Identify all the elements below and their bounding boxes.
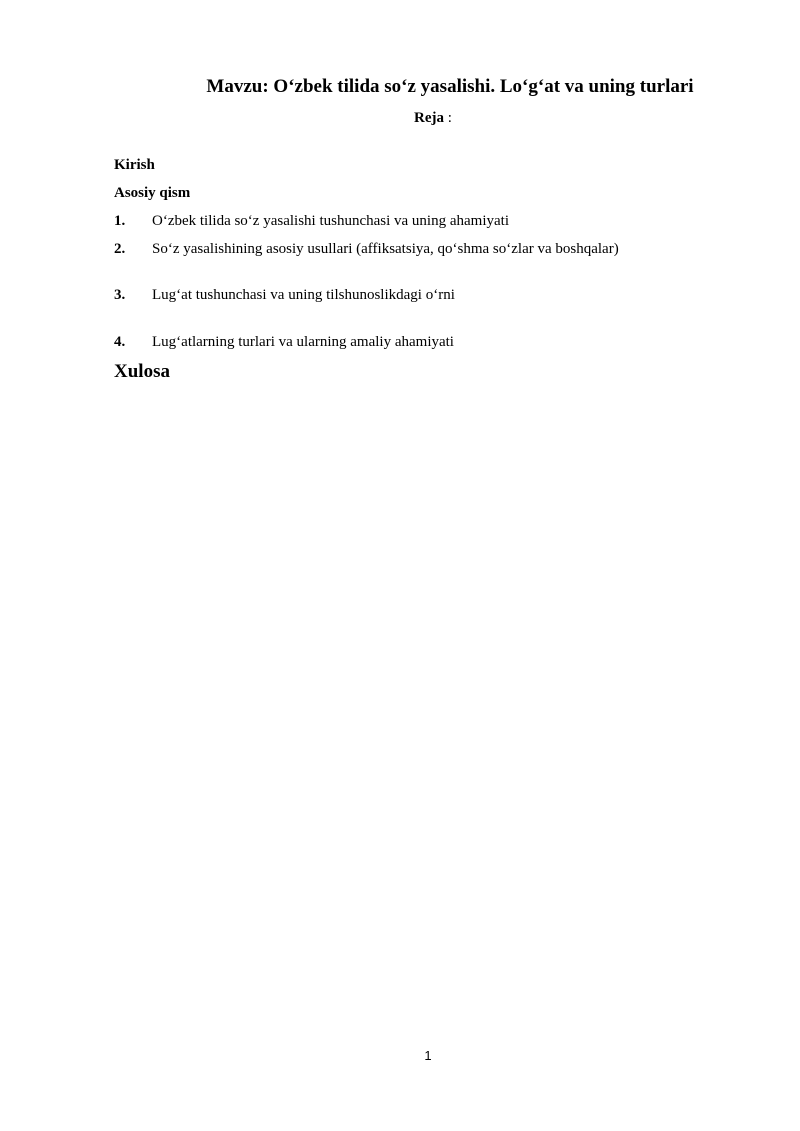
list-item-text: Lug‘at tushunchasi va uning tilshunoslikdagi o‘rni	[152, 287, 455, 303]
list-item	[114, 239, 619, 259]
conclusion-heading: Xulosa	[114, 361, 170, 382]
list-item-number: 2.	[114, 241, 126, 257]
list-item	[114, 332, 454, 352]
list-item-number: 1.	[114, 213, 126, 229]
list-item	[114, 211, 509, 231]
plan-heading	[115, 108, 751, 128]
page-number: 1	[424, 1048, 432, 1063]
list-item	[114, 285, 455, 305]
list-item-text: So‘z yasalishining asosiy usullari (affiksatsiya, qo‘shma so‘zlar va boshqalar)	[152, 241, 619, 257]
plan-suffix: :	[444, 110, 452, 126]
list-item-text: O‘zbek tilida so‘z yasalishi tushunchasi va uning ahamiyati	[152, 213, 509, 229]
main-part-heading: Asosiy qism	[114, 185, 191, 201]
plan-label: Reja	[414, 110, 445, 126]
list-item-number: 3.	[114, 287, 126, 303]
list-item-text: Lug‘atlarning turlari va ularning amaliy ahamiyati	[152, 334, 454, 350]
page-title: Mavzu: O‘zbek tilida so‘z yasalishi. Lo‘g‘at va uning turlari	[206, 76, 694, 97]
intro-heading: Kirish	[114, 157, 155, 173]
list-item-number: 4.	[114, 334, 126, 350]
